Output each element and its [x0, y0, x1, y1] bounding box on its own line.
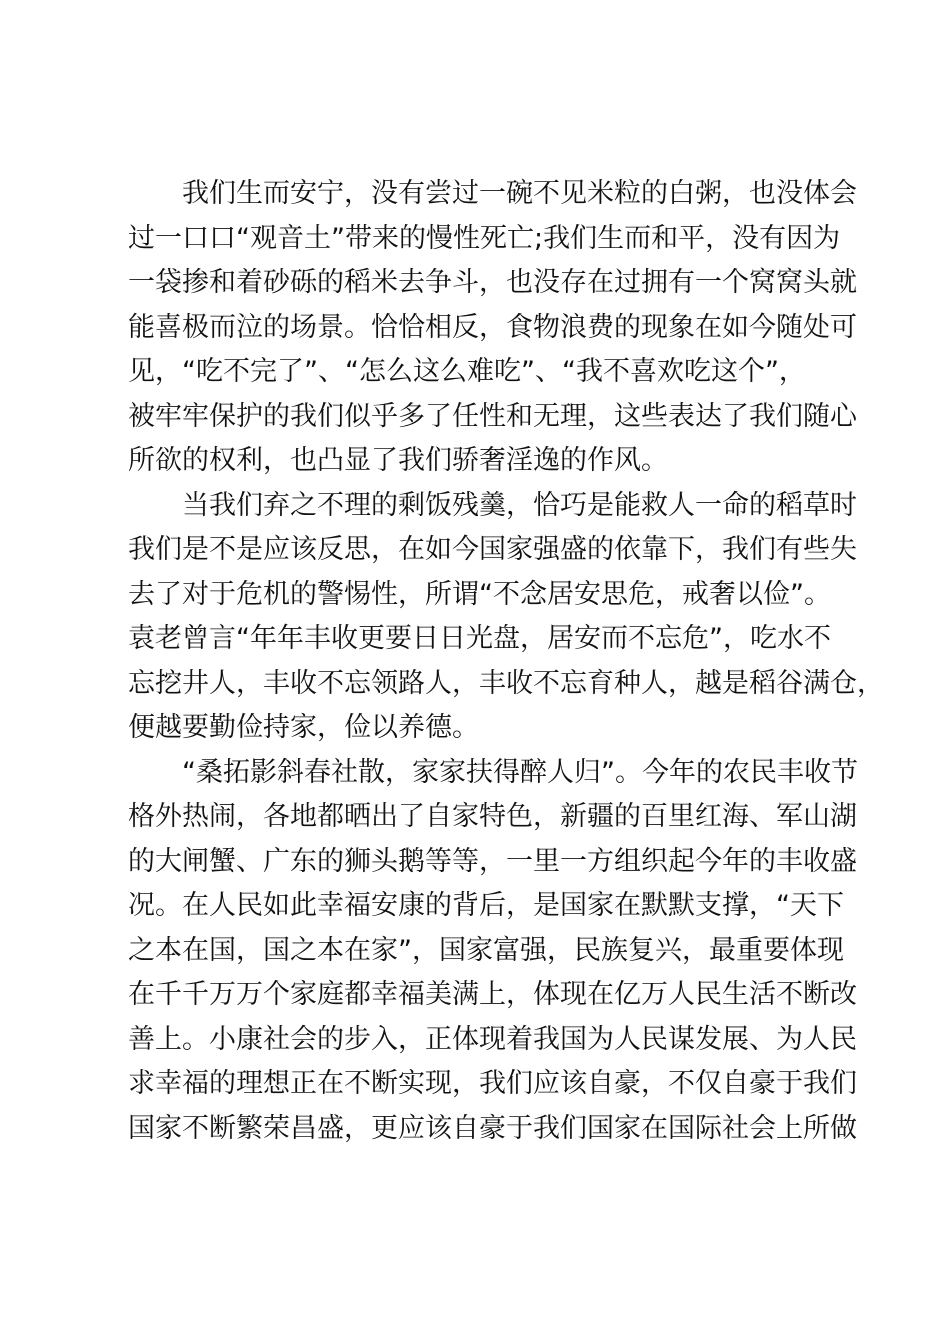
text-line: 的大闸蟹、广东的狮头鹅等等，一里一方组织起今年的丰收盛: [128, 845, 857, 877]
text-line: 被牢牢保护的我们似乎多了任性和无理，这些表达了我们随心: [128, 400, 857, 432]
text-line: 忘挖井人，丰收不忘领路人，丰收不忘育种人，越是稻谷满仓，: [128, 667, 884, 699]
text-line: 当我们弃之不理的剩饭残羹，恰巧是能救人一命的稻草时: [182, 489, 857, 521]
text-line: 况。在人民如此幸福安康的背后，是国家在默默支撑，“天下: [128, 890, 844, 921]
text-line: “桑拓影斜春社散，家家扶得醉人归”。今年的农民丰收节: [182, 756, 858, 788]
body-text: [128, 172, 884, 1151]
paragraph-1: [128, 172, 857, 484]
text-line: 之本在国，国之本在家”，国家富强，民族复兴，最重要体现: [128, 934, 844, 966]
text-line: 在千千万万个家庭都幸福美满上，体现在亿万人民生活不断改: [128, 979, 857, 1010]
text-line: 去了对于危机的警惕性，所谓“不念居安思危，戒奢以俭”。: [128, 578, 831, 610]
text-line: 见，“吃不完了”、“怎么这么难吃”、“我不喜欢吃这个”，: [128, 356, 806, 387]
text-line: 袁老曾言“年年丰收更要日日光盘，居安而不忘危”，吃水不: [128, 623, 831, 654]
text-line: 便越要勤俭持家，俭以养德。: [128, 712, 479, 743]
text-line: 一袋掺和着砂砾的稻米去争斗，也没存在过拥有一个窝窝头就: [128, 267, 857, 298]
text-line: 求幸福的理想正在不断实现，我们应该自豪，不仅自豪于我们: [128, 1068, 857, 1099]
paragraph-2: [128, 484, 884, 751]
text-line: 能喜极而泣的场景。恰恰相反，食物浪费的现象在如今随处可: [128, 311, 857, 343]
text-line: 过一口口“观音土”带来的慢性死亡;我们生而和平，没有因为: [128, 222, 841, 254]
paragraph-3: [128, 751, 858, 1152]
text-line: 我们是不是应该反思，在如今国家强盛的依靠下，我们有些失: [128, 534, 857, 565]
text-line: 格外热闹，各地都晒出了自家特色，新疆的百里红海、军山湖: [128, 801, 857, 832]
text-line: 善上。小康社会的步入，正体现着我国为人民谋发展、为人民: [128, 1023, 857, 1055]
text-line: 国家不断繁荣昌盛，更应该自豪于我们国家在国际社会上所做: [128, 1112, 857, 1144]
text-line: 我们生而安宁，没有尝过一碗不见米粒的白粥，也没体会: [182, 178, 857, 209]
text-line: 所欲的权利，也凸显了我们骄奢淫逸的作风。: [128, 445, 668, 476]
